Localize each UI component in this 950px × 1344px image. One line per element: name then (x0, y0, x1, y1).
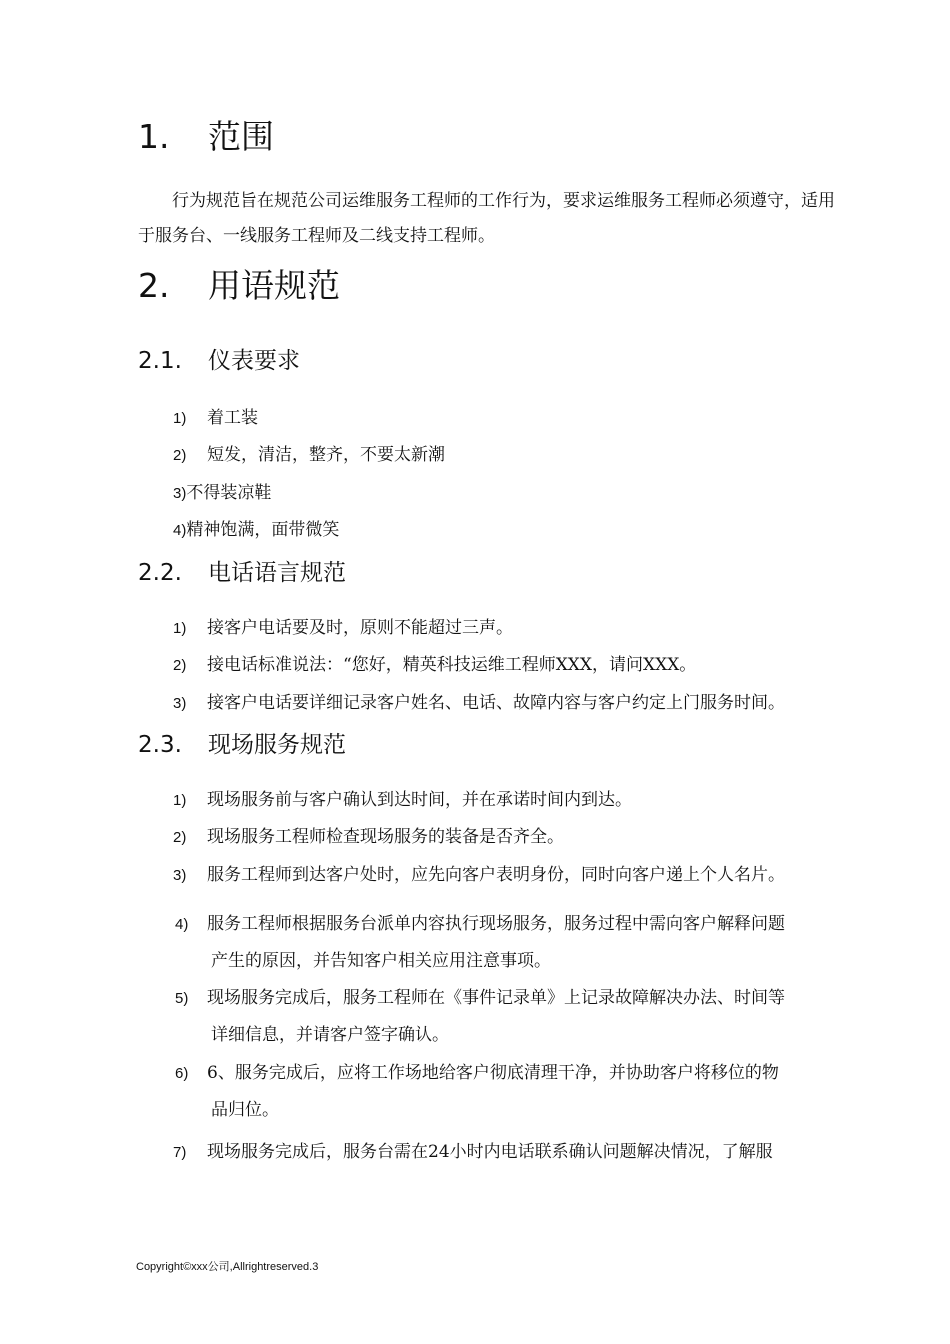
list-item (173, 512, 339, 549)
section-title: 用语规范 (208, 266, 340, 305)
list-marker: 1) (173, 620, 187, 637)
list-text: 不得装凉鞋 (186, 483, 272, 503)
section-number: 1. (138, 117, 170, 156)
list-marker: 1) (173, 792, 187, 809)
list-marker: 4) (173, 522, 187, 539)
list-item (173, 857, 785, 894)
list-text: 接电话标准说法：“您好，精英科技运维工程师XXX，请问XXX。 (207, 655, 697, 675)
list-text-line: 产生的原因，并告知客户相关应用注意事项。 (211, 951, 551, 971)
list-marker: 4) (175, 916, 189, 933)
list-marker: 3) (173, 485, 187, 502)
list-item (173, 475, 271, 512)
list-text: 现场服务完成后，服务台需在24小时内电话联系确认问题解决情况，了解服 (207, 1142, 773, 1162)
list-item (173, 647, 696, 684)
list-marker: 2) (173, 657, 187, 674)
subsection-2-1-heading (138, 346, 300, 376)
list-text: 着工装 (207, 408, 258, 428)
list-text: 精神饱满，面带微笑 (186, 520, 340, 540)
subsection-2-3-heading (138, 730, 346, 760)
list-marker: 6) (175, 1065, 189, 1082)
list-text: 现场服务工程师检查现场服务的装备是否齐全。 (207, 827, 564, 847)
list-item (173, 782, 632, 819)
list-marker: 3) (173, 695, 187, 712)
list-marker: 1) (173, 410, 187, 427)
page-footer: Copyright©xxx公司,Allrightreserved.3 (136, 1261, 319, 1273)
list-text: 接客户电话要详细记录客户姓名、电话、故障内容与客户约定上门服务时间。 (207, 693, 785, 713)
section-1-heading (138, 117, 274, 157)
list-item (173, 400, 258, 437)
list-text: 接客户电话要及时，原则不能超过三声。 (207, 618, 513, 638)
section-2-heading (138, 266, 340, 306)
list-item (175, 906, 865, 980)
list-text-line: 详细信息，并请客户签字确认。 (211, 1025, 449, 1045)
subsection-title: 电话语言规范 (208, 560, 346, 586)
list-item (175, 980, 865, 1054)
list-marker: 2) (173, 447, 187, 464)
list-text-line: 服务工程师根据服务台派单内容执行现场服务，服务过程中需向客户解释问题 (207, 914, 785, 934)
list-text-line: 6、服务完成后，应将工作场地给客户彻底清理干净，并协助客户将移位的物 (207, 1063, 779, 1083)
subsection-number: 2.3. (138, 732, 182, 758)
list-marker: 7) (173, 1144, 187, 1161)
list-item (173, 610, 513, 647)
list-marker: 3) (173, 867, 187, 884)
list-text: 现场服务前与客户确认到达时间，并在承诺时间内到达。 (207, 790, 632, 810)
list-text: 短发，清洁，整齐，不要太新潮 (207, 445, 445, 465)
subsection-number: 2.1. (138, 348, 182, 374)
list-marker: 2) (173, 829, 187, 846)
section-number: 2. (138, 266, 170, 305)
subsection-2-2-heading (138, 558, 346, 588)
list-item (173, 685, 785, 722)
section-1-paragraph: 行为规范旨在规范公司运维服务工程师的工作行为，要求运维服务工程师必须遵守，适用于服务台、一线服务工程师及二线支持工程师。 (138, 191, 835, 246)
section-title: 范围 (208, 117, 274, 156)
list-text-line: 现场服务完成后，服务工程师在《事件记录单》上记录故障解决办法、时间等 (207, 988, 785, 1008)
list-item (173, 437, 445, 474)
list-item (175, 1055, 865, 1129)
subsection-number: 2.2. (138, 560, 182, 586)
subsection-title: 现场服务规范 (208, 732, 346, 758)
list-item (173, 819, 564, 856)
list-text: 服务工程师到达客户处时，应先向客户表明身份，同时向客户递上个人名片。 (207, 865, 785, 885)
list-item (173, 1134, 773, 1171)
subsection-title: 仪表要求 (208, 348, 300, 374)
list-text-line: 品归位。 (211, 1100, 279, 1120)
list-marker: 5) (175, 990, 189, 1007)
